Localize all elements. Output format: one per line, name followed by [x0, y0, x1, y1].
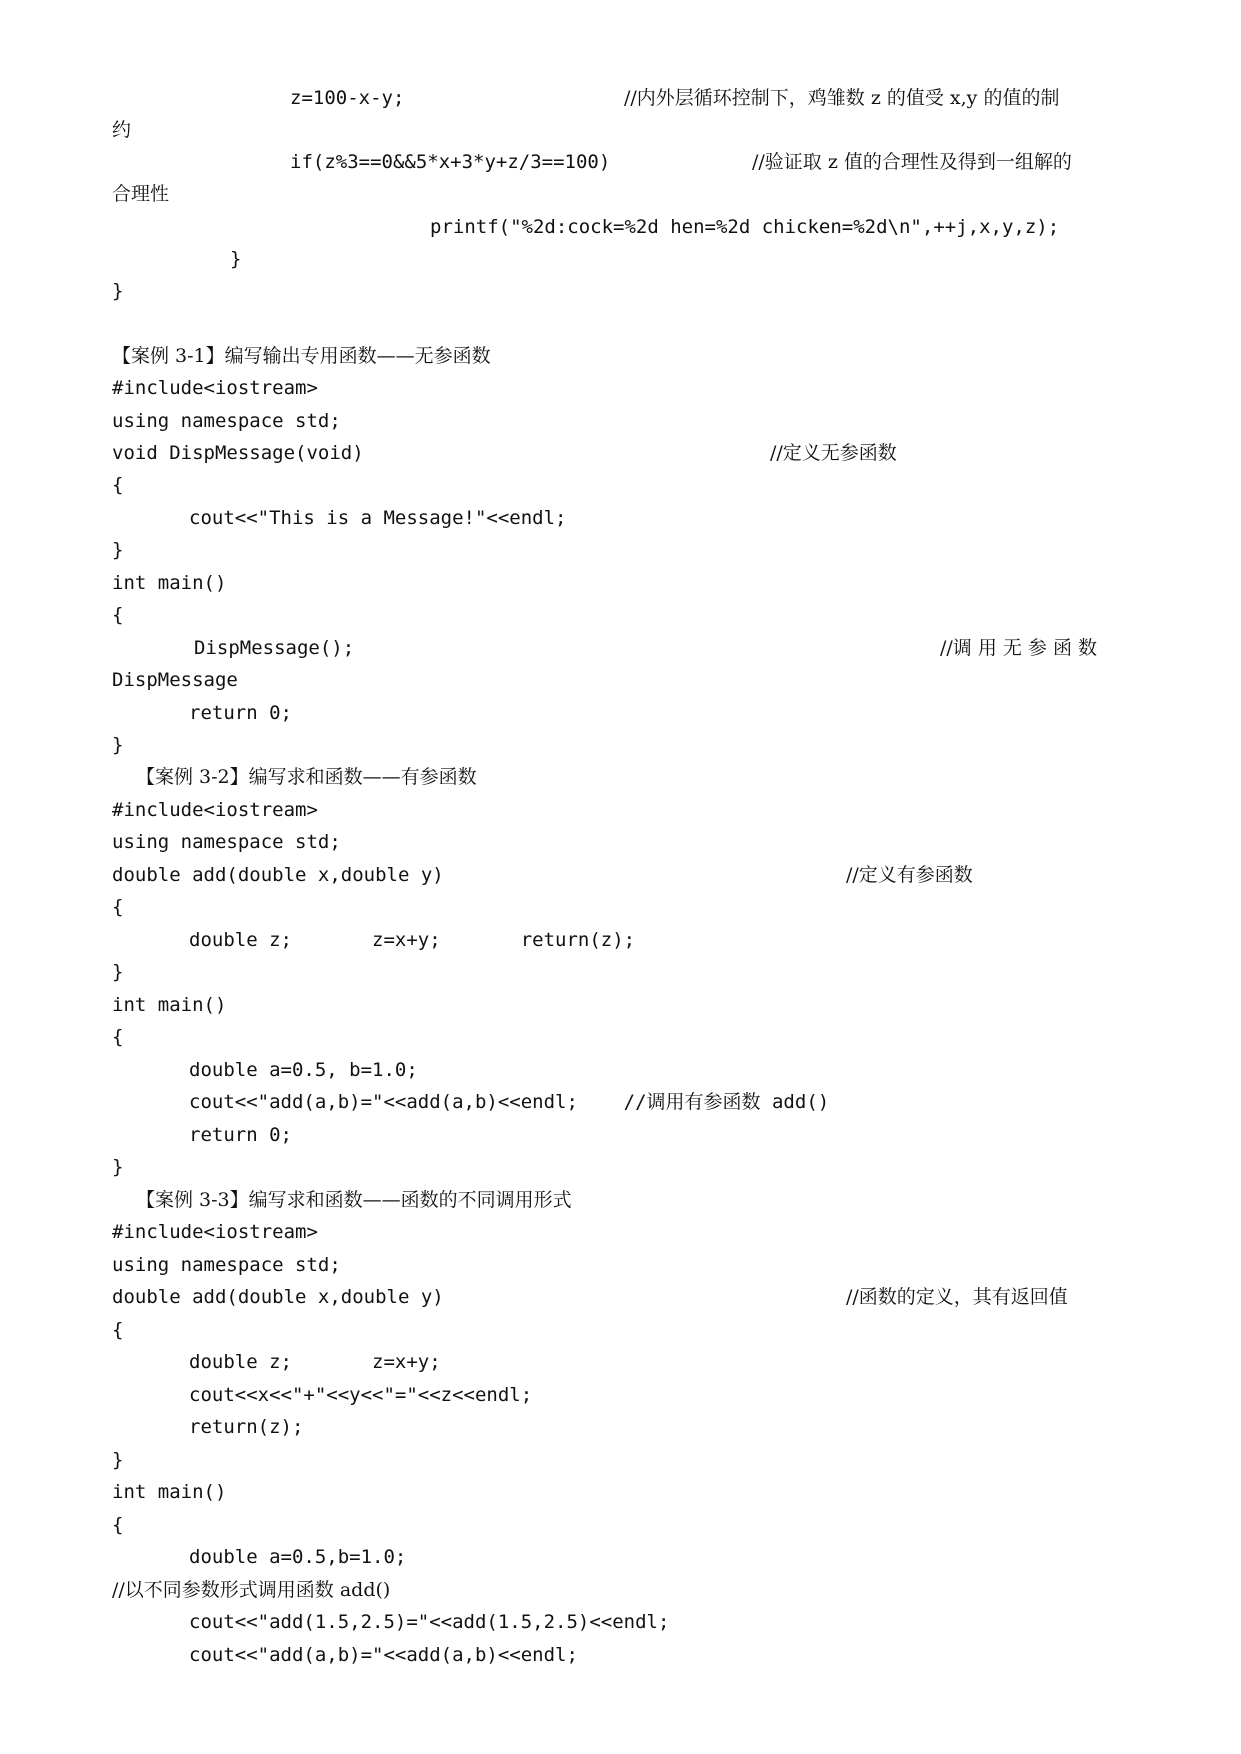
code-line: double z; z=x+y; [189, 1351, 441, 1373]
code-comment: //以不同参数形式调用函数 add() [112, 1579, 391, 1601]
code-line: printf("%2d:cock=%2d hen=%2d chicken=%2d\n",++j,x,y,z); [430, 216, 1060, 238]
code-line: return 0; [189, 1124, 292, 1146]
text-line: 合理性 [112, 183, 170, 205]
code-line: if(z%3==0&&5*x+3*y+z/3==100) [290, 151, 611, 173]
code-line: #include<iostream> [112, 1221, 318, 1243]
code-line: using namespace std; [112, 410, 341, 432]
code-comment: //验证取 z 值的合理性及得到一组解的 [752, 151, 1072, 173]
code-line: #include<iostream> [112, 799, 318, 821]
code-line: double a=0.5,b=1.0; [189, 1546, 407, 1568]
code-line: double a=0.5, b=1.0; [189, 1059, 418, 1081]
code-line: double add(double x,double y) [112, 1286, 444, 1308]
code-comment: //调 用 无 参 函 数 [940, 637, 1098, 659]
code-line: } [112, 734, 124, 756]
code-line: double z; z=x+y; return(z); [189, 929, 636, 951]
code-line: DispMessage [112, 669, 238, 691]
code-line: } [112, 1449, 124, 1471]
code-comment: //函数的定义，其有返回值 [846, 1286, 1068, 1308]
code-line: { [112, 1319, 124, 1341]
code-line: z=100-x-y; [290, 87, 405, 109]
code-line: { [112, 474, 124, 496]
code-line: double add(double x,double y) [112, 864, 444, 886]
code-line: void DispMessage(void) [112, 442, 364, 464]
code-line: } [230, 248, 242, 270]
code-line: } [112, 1156, 124, 1178]
code-line: DispMessage(); [194, 637, 355, 659]
case-title: 【案例 3-3】编写求和函数——函数的不同调用形式 [136, 1189, 572, 1211]
code-line: { [112, 896, 124, 918]
case-title: 【案例 3-2】编写求和函数——有参函数 [136, 766, 477, 788]
code-line: int main() [112, 994, 227, 1016]
code-line: } [112, 539, 124, 561]
code-comment: //定义无参函数 [770, 442, 897, 464]
code-line: return(z); [189, 1416, 304, 1438]
code-line: using namespace std; [112, 831, 341, 853]
code-line: int main() [112, 1481, 227, 1503]
code-line: cout<<"add(1.5,2.5)="<<add(1.5,2.5)<<endl; [189, 1611, 670, 1633]
code-line: cout<<x<<"+"<<y<<"="<<z<<endl; [189, 1384, 533, 1406]
code-line: { [112, 604, 124, 626]
code-line: cout<<"add(a,b)="<<add(a,b)<<endl; [189, 1644, 578, 1666]
code-comment: //定义有参函数 [846, 864, 973, 886]
code-line: #include<iostream> [112, 377, 318, 399]
code-line: return 0; [189, 702, 292, 724]
text-line: 约 [112, 119, 132, 141]
code-line: using namespace std; [112, 1254, 341, 1276]
code-line: cout<<"add(a,b)="<<add(a,b)<<endl; //调用有参函数 add() [189, 1091, 830, 1113]
code-line: { [112, 1514, 124, 1536]
code-line: } [112, 280, 124, 302]
code-line: cout<<"This is a Message!"<<endl; [189, 507, 567, 529]
code-line: } [112, 961, 124, 983]
code-line: { [112, 1026, 124, 1048]
code-comment: //内外层循环控制下，鸡雏数 z 的值受 x,y 的值的制 [624, 87, 1060, 109]
case-title: 【案例 3-1】编写输出专用函数——无参函数 [112, 345, 491, 367]
code-line: int main() [112, 572, 227, 594]
